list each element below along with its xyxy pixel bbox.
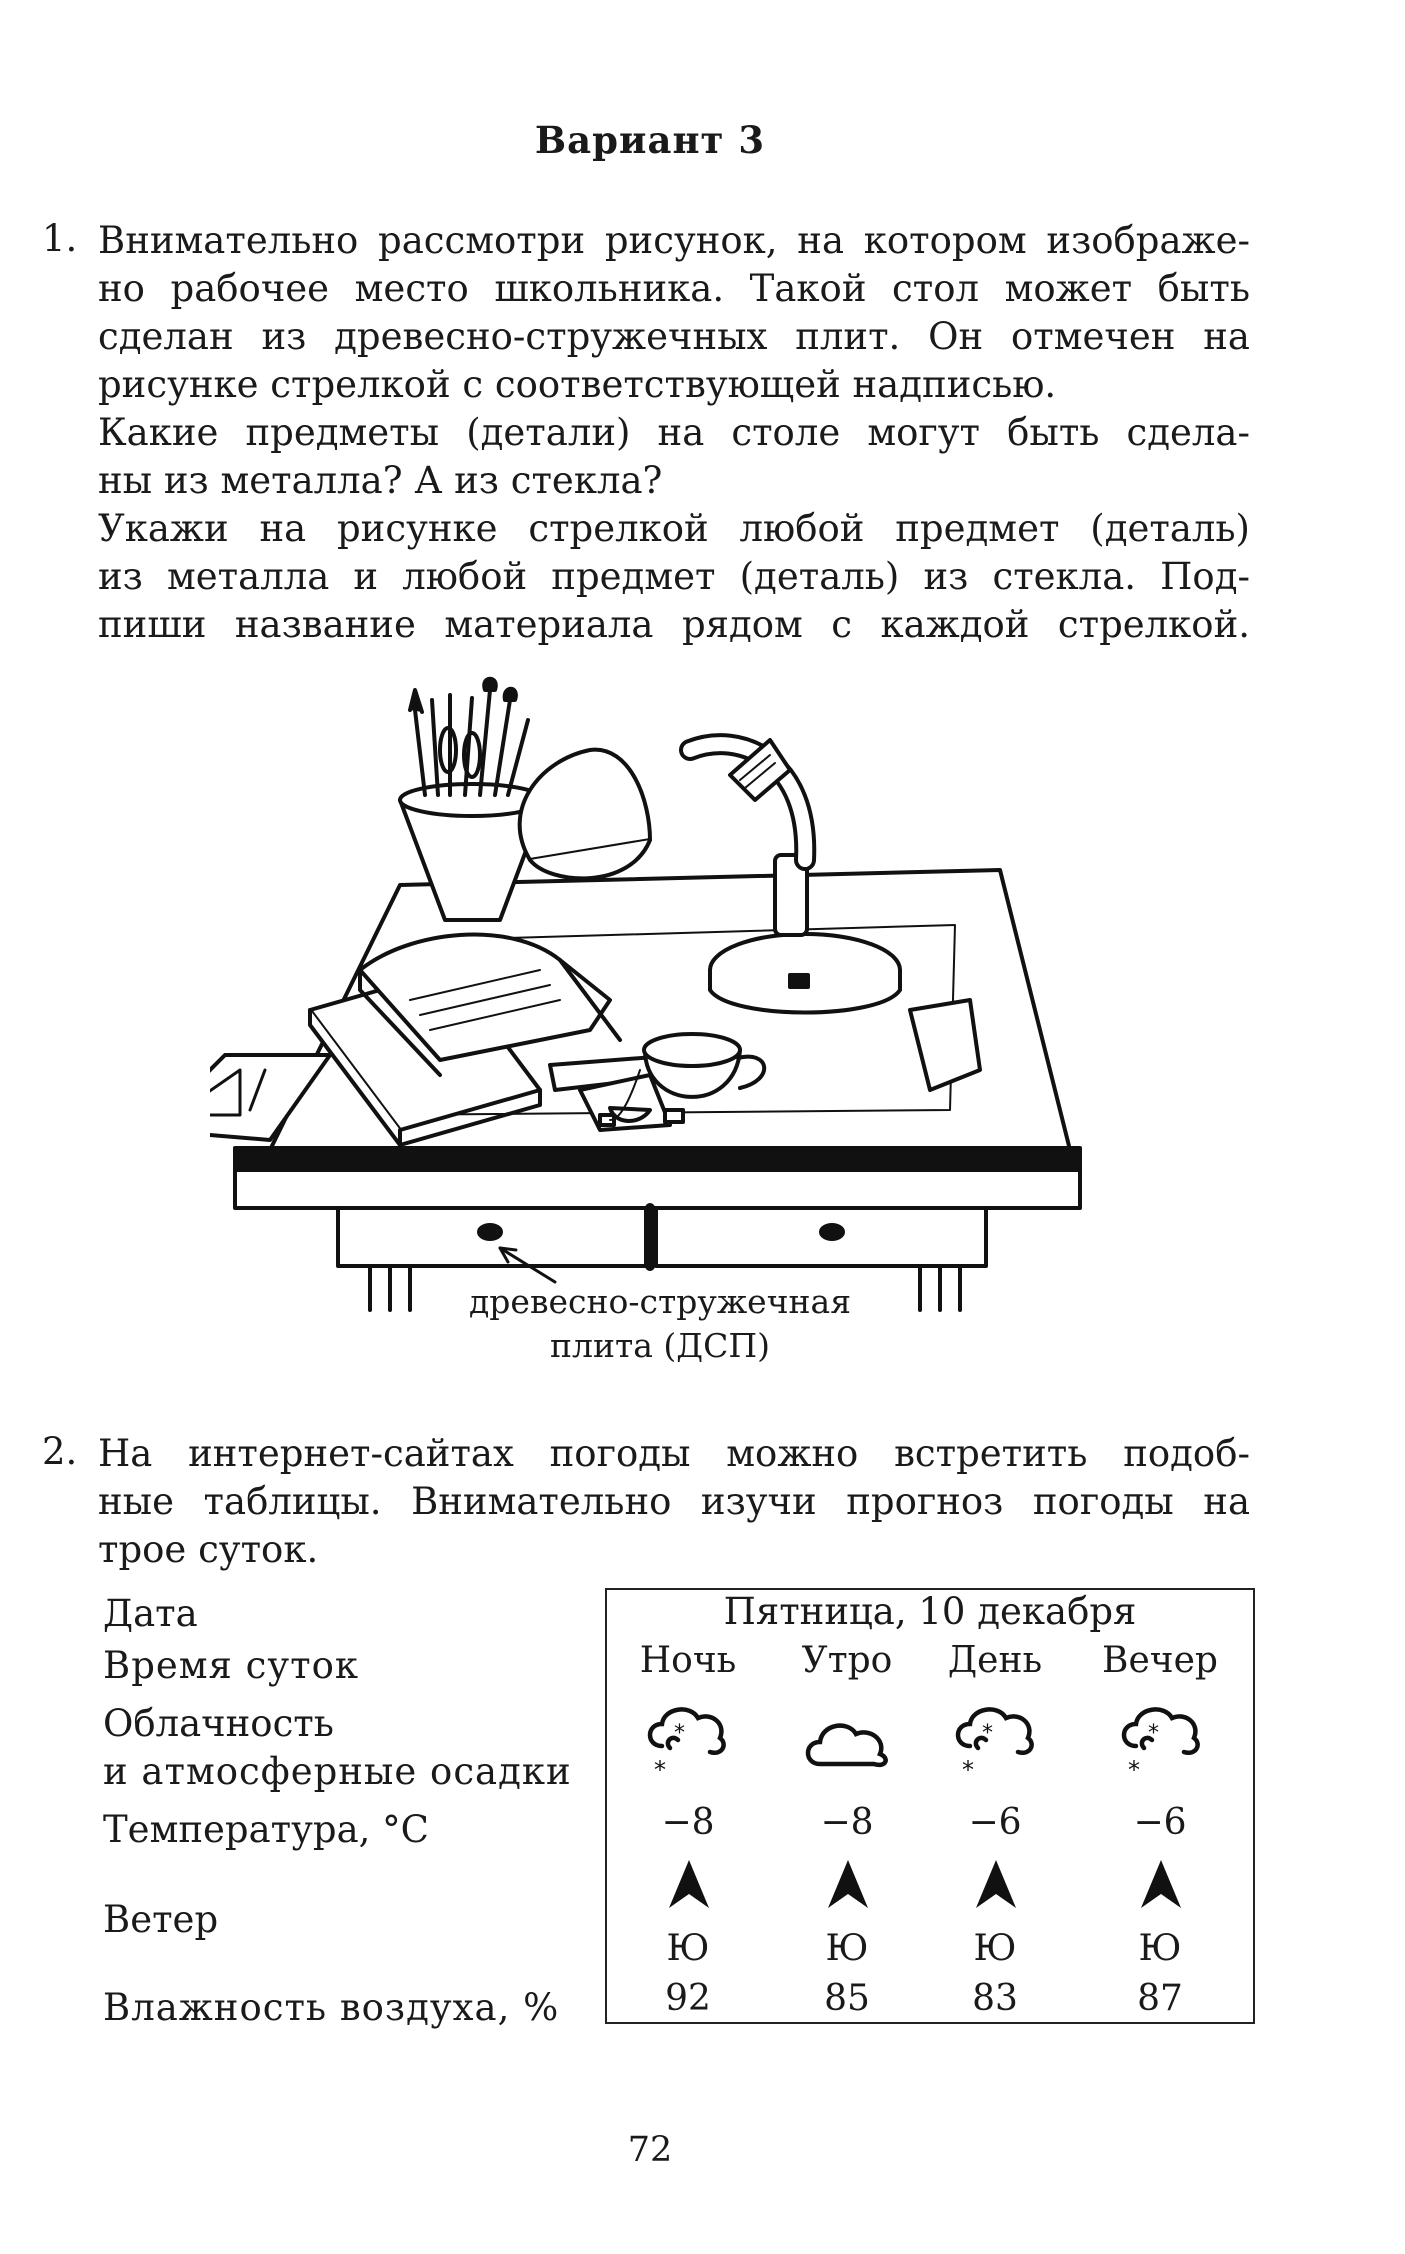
- page-title: Вариант 3: [534, 118, 766, 162]
- svg-text:*: *: [1148, 1721, 1159, 1746]
- row-label-temperature: Температура, °С: [103, 1808, 429, 1851]
- wind-arrow-icon: [667, 1858, 711, 1910]
- row-label-date: Дата: [103, 1592, 198, 1635]
- drawer-right: [656, 1208, 986, 1266]
- time-of-day: Утро: [801, 1640, 893, 1681]
- cloud-snow-icon: [948, 1700, 1044, 1780]
- wind-direction: Ю: [1138, 1928, 1182, 1969]
- cloud-snow-icon: [640, 1700, 736, 1780]
- cloud-icon: [800, 1712, 896, 1772]
- task-2-line: ные таблицы. Внимательно изучи прогноз погоды на: [98, 1480, 1250, 1523]
- weather-date: Пятница, 10 декабря: [723, 1590, 1137, 1633]
- humidity-value: 85: [824, 1978, 870, 2019]
- task-2-text: [98, 1430, 1250, 1574]
- svg-text:*: *: [1128, 1756, 1140, 1780]
- wind-arrow-icon: [1139, 1858, 1183, 1910]
- desk-illustration: [210, 670, 1110, 1320]
- wind-direction: Ю: [666, 1928, 710, 1969]
- task-1-text: [98, 217, 1250, 649]
- task-1-line: пиши название материала рядом с каждой стрелкой.: [98, 603, 1250, 646]
- svg-text:*: *: [654, 1756, 666, 1780]
- temperature-value: −6: [1133, 1802, 1187, 1843]
- humidity-value: 87: [1137, 1978, 1183, 2019]
- time-of-day: День: [947, 1640, 1043, 1681]
- row-label-humidity: Влажность воздуха, %: [103, 1986, 560, 2029]
- task-1-line: Укажи на рисунке стрелкой любой предмет (деталь): [98, 507, 1250, 550]
- task-2-line: На интернет-сайтах погоды можно встретить подоб-: [98, 1432, 1250, 1475]
- temperature-value: −6: [968, 1802, 1022, 1843]
- task-1-line: но рабочее место школьника. Такой стол может быть: [98, 267, 1250, 310]
- temperature-value: −8: [661, 1802, 715, 1843]
- task-1-line: Какие предметы (детали) на столе могут быть сдела-: [98, 411, 1250, 454]
- row-label-cloud: Облачность: [103, 1702, 334, 1745]
- svg-text:*: *: [982, 1721, 993, 1746]
- temperature-value: −8: [820, 1802, 874, 1843]
- caption-line: плита (ДСП): [550, 1326, 770, 1365]
- wind-arrow-icon: [974, 1858, 1018, 1910]
- wind-direction: Ю: [825, 1928, 869, 1969]
- cloud-snow-icon: [1114, 1700, 1210, 1780]
- row-label-wind: Ветер: [103, 1898, 219, 1941]
- wind-direction: Ю: [973, 1928, 1017, 1969]
- row-label-cloud: и атмосферные осадки: [103, 1750, 572, 1793]
- svg-text:*: *: [962, 1756, 974, 1780]
- time-of-day: Ночь: [639, 1640, 737, 1681]
- svg-text:*: *: [674, 1721, 685, 1746]
- time-of-day: Вечер: [1102, 1640, 1218, 1681]
- humidity-value: 92: [665, 1978, 711, 2019]
- task-1-line: ны из металла? А из стекла?: [98, 459, 663, 502]
- task-1-line: сделан из древесно-стружечных плит. Он отмечен на: [98, 315, 1250, 358]
- task-number-1: 1.: [42, 217, 78, 260]
- task-1-line: из металла и любой предмет (деталь) из стекла. Под-: [98, 555, 1250, 598]
- task-2-line: трое суток.: [98, 1528, 319, 1571]
- task-1-line: рисунке стрелкой с соответствующей надписью.: [98, 363, 1057, 406]
- task-1-line: Внимательно рассмотри рисунок, на котором изображе-: [98, 219, 1250, 262]
- task-number-2: 2.: [42, 1430, 78, 1473]
- humidity-value: 83: [972, 1978, 1018, 2019]
- caption-line: древесно-стружечная: [468, 1282, 852, 1321]
- desk-caption: [440, 1280, 880, 1368]
- wind-arrow-icon: [826, 1858, 870, 1910]
- row-label-time: Время суток: [103, 1644, 360, 1687]
- page-number: 72: [627, 2130, 673, 2170]
